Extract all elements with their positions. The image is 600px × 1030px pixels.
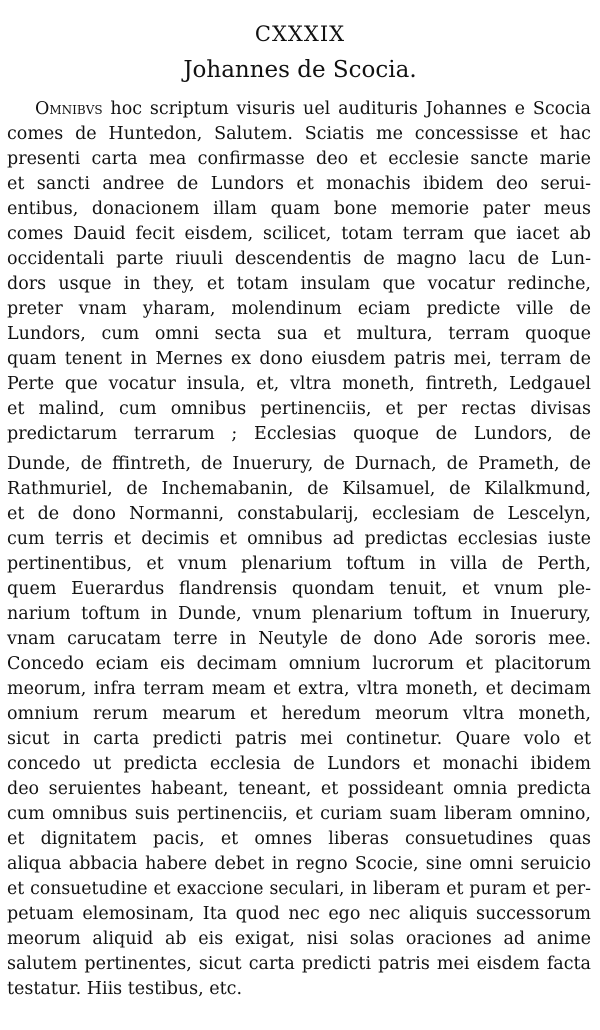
body-line: et malind, cum omnibus pertinenciis, et per rectas divisas: [7, 399, 591, 419]
opening-word: Omnibvs: [35, 99, 103, 119]
body-line: meorum, infra terram meam et extra, vltra moneth, et decimam: [7, 679, 591, 699]
body-line: et sancti andree de Lundors et monachis ibidem deo serui-: [7, 174, 591, 194]
body-line: preter vnam yharam, molendinum eciam predicte ville de: [7, 299, 591, 319]
body-line: Rathmuriel, de Inchemabanin, de Kilsamuel, de Kilalkmund,: [7, 479, 591, 499]
body-line: salutem pertinentes, sicut carta predicti patris mei eisdem facta: [7, 954, 591, 974]
body-line: pertinentibus, et vnum plenarium toftum in villa de Perth,: [7, 554, 591, 574]
body-line: testatur. Hiis testibus, etc.: [7, 979, 243, 999]
body-line: et consuetudine et exaccione seculari, in liberam et puram et per-: [7, 879, 591, 899]
body-line: Dunde, de ffintreth, de Inuerury, de Durnach, de Prameth, de: [7, 454, 591, 474]
body-line: entibus, donacionem illam quam bone memorie pater meus: [7, 199, 591, 219]
body-line: et de dono Normanni, constabularij, ecclesiam de Lescelyn,: [7, 504, 591, 524]
body-line: predictarum terrarum ; Ecclesias quoque de Lundors, de: [7, 424, 591, 444]
body-line: comes de Huntedon, Salutem. Sciatis me concessisse et hac: [7, 124, 591, 144]
body-line: concedo ut predicta ecclesia de Lundors et monachi ibidem: [7, 754, 591, 774]
body-line: dors usque in they, et totam insulam que vocatur redinche,: [7, 274, 591, 294]
charter-title: Johannes de Scocia.: [183, 57, 417, 83]
body-line: Omnibvs hoc scriptum visuris uel audituris Johannes e Scocia: [35, 99, 591, 119]
body-line: sicut in carta predicti patris mei continetur. Quare volo et: [7, 729, 591, 749]
body-line: aliqua abbacia habere debet in regno Scocie, sine omni seruicio: [7, 854, 591, 874]
body-line: deo seruientes habeant, teneant, et possideant omnia predicta: [7, 779, 591, 799]
body-line: Concedo eciam eis decimam omnium lucrorum et placitorum: [7, 654, 591, 674]
body-line: comes Dauid fecit eisdem, scilicet, totam terram que iacet ab: [7, 224, 591, 244]
body-line: Perte que vocatur insula, et, vltra moneth, fintreth, Ledgauel: [7, 374, 591, 394]
body-line: et dignitatem pacis, et omnes liberas consuetudines quas: [7, 829, 591, 849]
body-line: presenti carta mea confirmasse deo et ecclesie sancte marie: [7, 149, 591, 169]
body-line: narium toftum in Dunde, vnum plenarium toftum in Inuerury,: [7, 604, 591, 624]
charter-number: CXXXIX: [254, 22, 346, 46]
body-line: quem Euerardus flandrensis quondam tenuit, et vnum ple-: [7, 579, 591, 599]
body-line: cum omnibus suis pertinenciis, et curiam suam liberam omnino,: [7, 804, 591, 824]
body-line: omnium rerum mearum et heredum meorum vltra moneth,: [7, 704, 591, 724]
body-line: vnam carucatam terre in Neutyle de dono Ade sororis mee.: [7, 629, 591, 649]
body-line: meorum aliquid ab eis exigat, nisi solas oraciones ad anime: [7, 929, 591, 949]
body-line: cum terris et decimis et omnibus ad predictas ecclesias iuste: [7, 529, 591, 549]
body-line: occidentali parte riuuli descendentis de magno lacu de Lun-: [7, 249, 591, 269]
body-line: petuam elemosinam, Ita quod nec ego nec aliquis successorum: [7, 904, 591, 924]
body-line: Lundors, cum omni secta sua et multura, terram quoque: [7, 324, 591, 344]
body-line: quam tenent in Mernes ex dono eiusdem patris mei, terram de: [7, 349, 591, 369]
